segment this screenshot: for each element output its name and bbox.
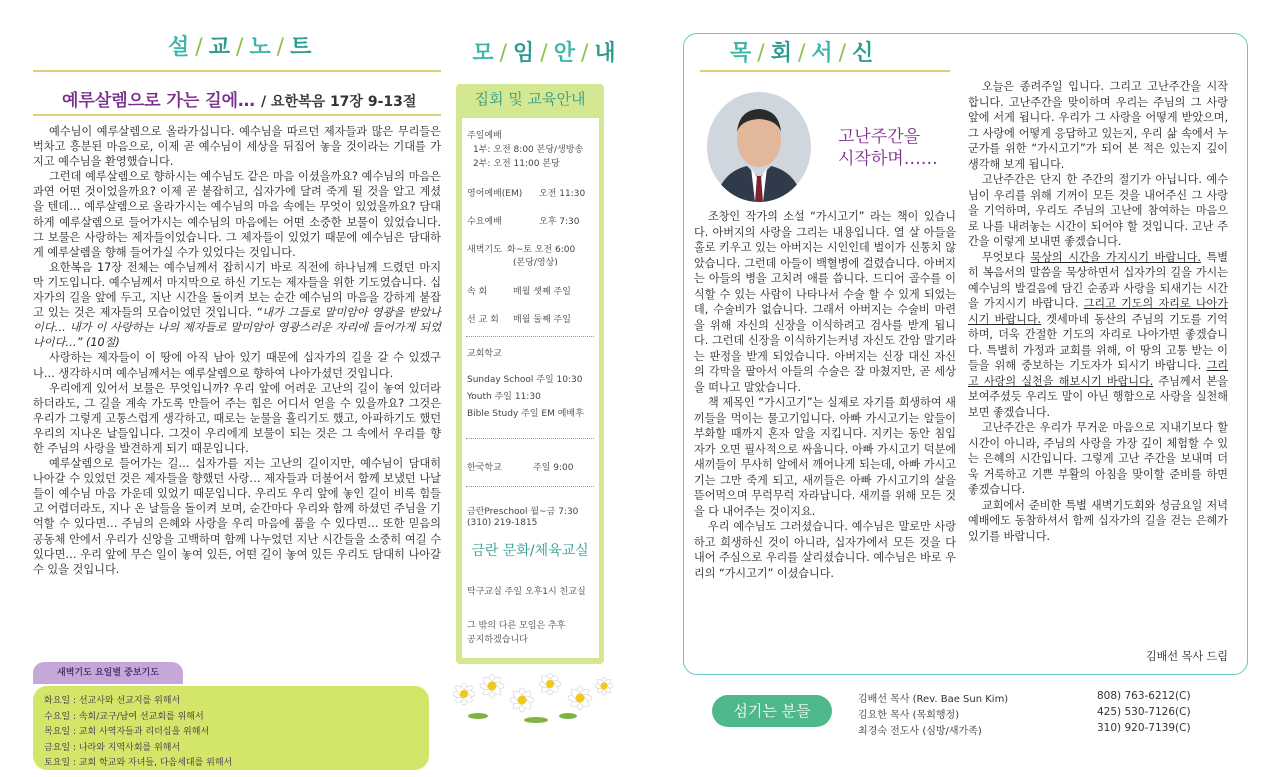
wednesday-worship: 수요예배 오후 7:30: [467, 217, 580, 227]
worship-first: 1부: 오전 8:00 본당/생방송: [473, 145, 584, 155]
sermon-title-underline: [33, 114, 441, 116]
bible-study: Bible Study 주일 EM 예배후: [467, 409, 584, 419]
staff-phone: 425) 530-7126(C): [1097, 706, 1191, 718]
sermon-reference: / 요한복음 17장 9-13절: [260, 94, 417, 110]
staff-phone: 310) 920-7139(C): [1097, 722, 1191, 734]
letter-paragraph: 오늘은 종려주일 입니다. 그리고 고난주간을 시작합니다. 고난주간을 맞이하며 우리는 주님의 그 사랑 앞에 서게 됩니다. 우리가 그 사랑을 어떻게 받았으며, 그 사랑에 어떻게 응답하고 있는지, 우리 삶 속에서 누군가를 위한 “가시고기”가 되어 본 적은 있는지 깊이 생각해 보게 됩니다.: [968, 80, 1228, 171]
dawn-prayer-note: (본당/영상): [513, 258, 558, 268]
sermon-title-text: 예루살렘으로 가는 길에…: [62, 91, 256, 111]
youth: Youth 주일 11:30: [467, 392, 541, 402]
staff-name: 김배선 목사 (Rev. Bae Sun Kim): [858, 694, 1009, 705]
section-heading-culture: 금란 문화/체육교실: [471, 543, 589, 559]
prayer-schedule-list: [44, 694, 424, 772]
worship-second: 2부: 오전 11:00 본당: [473, 159, 560, 169]
sermon-body: [33, 124, 441, 577]
letter-paragraph: 고난주간은 단지 한 주간의 절기가 아닙니다. 예수님이 우리를 위해 기꺼이 모든 것을 내어주신 그 사랑을 기억하며, 우리도 주님의 고난에 참여하는 마음으로 나를 내려놓는 시간이 되어야 할 것입니다. 고난 주간을 이렇게 보내면 좋겠습니다.: [968, 173, 1228, 248]
letter-signature: 김배선 목사 드림: [1145, 650, 1228, 663]
sermon-title: [62, 86, 442, 111]
table-tennis: 탁구교실 주일 오후1시 친교실: [467, 587, 586, 597]
staff-phone: 808) 763-6212(C): [1097, 690, 1191, 702]
preschool: 금란Preschool 월~금 7:30: [467, 507, 579, 517]
mission-society: 선 교 회 매월 둘째 주일: [467, 315, 571, 325]
sermon-paragraph: 우리에게 있어서 보물은 무엇입니까? 우리 앞에 어려운 고난의 길이 놓여 있더라 하더라도, 그 길을 계속 가도록 만들어 주는 힘은 어디서 얻을 수 있을까요? 그것은 우리가 그렇게 고통스럽게 생각하고, 때로는 눈물을 흘리기도 했고, 아파하기도 했던 우리의 지나온 날들입니다. 그것이 우리에게 보물이 되는 것은 그 속에서 우리를 향한 주님의 사랑을 발견하게 되기 때문입니다.: [33, 381, 441, 455]
divider: [466, 336, 594, 337]
letter-paragraph: 고난주간은 우리가 무거운 마음으로 지내기보다 할 시간이 아니라, 주님의 사랑을 가장 깊이 체험할 수 있는 은혜의 시간입니다. 그렇게 고난 주간을 보내며 더욱 거룩하고 기쁜 부활의 아침을 맞이할 준비를 하면 좋겠습니다.: [968, 421, 1228, 496]
sokhoe: 속 회 매월 셋째 주일: [467, 287, 571, 297]
other-meetings-2: 공지하겠습니다: [467, 635, 528, 645]
sermon-paragraph: 사랑하는 제자들이 이 땅에 아직 남아 있기 때문에 십자가의 길을 갈 수 있겠구나… 생각하시며 예수님께서는 예루살렘으로 향하여 나아가셨던 것입니다.: [33, 351, 441, 380]
pastor-letter-title: 목 / 회 / 서 / 신: [730, 41, 876, 66]
letter-paragraph: 책 제목인 “가시고기”는 실제로 자기를 희생하여 새끼들을 먹이는 물고기입니다. 아빠 가시고기는 알들이 부화할 때까지 혼자 알을 지킵니다. 지키는 동안 침입자가 오면 필사적으로 싸웁니다. 아빠 가시고기 덕분에 새끼들이 무사히 알에서 깨어나게 되는데, 아빠 가시고기는 그만 죽게 되고, 새끼들은 아빠 가시고기의 살을 뜯어먹으며 무럭무럭 자라납니다. 새끼를 위해 모든 것을 다 내어주는 것이지요.: [694, 396, 956, 518]
meetings-title: 모 / 임 / 안 / 내: [472, 41, 618, 66]
prayer-item: 수요일 : 속회/교구/남여 선교회를 위해서: [44, 711, 204, 722]
worship-label: 주일예배: [467, 131, 502, 141]
other-meetings-1: 그 밖의 다른 모임은 추후: [467, 621, 566, 631]
meetings-panel-inner: [462, 118, 599, 658]
prayer-schedule-tab: 새벽기도 요일별 중보기도: [33, 662, 183, 684]
title-underline: [33, 70, 441, 72]
staff-label: 섬기는 분들: [712, 695, 832, 727]
sermon-notes-title: 설 / 교 / 노 / 트: [168, 35, 314, 60]
sermon-quote: “내가 그들로 말미암아 영광을 받았나이다… 내가 이 사랑하는 나의 제자들로 말미암아 영광스러운 자리에 들어가게 되었나이다…” (10절): [33, 306, 441, 350]
pastor-title-underline: [700, 70, 950, 72]
sermon-paragraph: 그런데 예루살렘으로 향하시는 예수님도 같은 마음 이셨을까요? 예수님의 마음은 과연 어떤 것이었을까요? 이제 곧 붙잡히고, 십자가에 달려 죽게 될 것을 알고 계셨을 텐데… 예루살렘으로 올라가시는 예수님의 마음 속에는 무엇이 있었을까요? 담대하게 예루살렘으로 들어가시는 예수님의 마음에는 어떤 소중한 보물이 있었습니다. 그 보물은 사랑하는 제자들이었습니다. 그 제자들이 있었기 때문에 예수님은 담대하게 예루살렘을 향해 들어가실 수가 있었다는 것입니다.: [33, 170, 441, 259]
letter-column-1: [694, 209, 956, 581]
divider: [466, 486, 594, 487]
dawn-prayer: 새벽기도 화~토 오전 6:00: [467, 245, 576, 255]
sunday-school: Sunday School 주일 10:30: [467, 375, 583, 385]
letter-paragraph: 교회에서 준비한 특별 새벽기도회와 성금요일 저녁예배에도 동참하셔서 함께 십자가의 길을 걷는 은혜가 있기를 바랍니다.: [968, 498, 1228, 543]
section-heading-meetings: 집회 및 교육안내: [474, 90, 586, 108]
pastor-photo: [707, 92, 811, 202]
prayer-item: 화요일 : 선교사와 선교지를 위해서: [44, 696, 181, 706]
sermon-paragraph: 예루살렘으로 들어가는 길… 십자가를 지는 고난의 길이지만, 예수님이 담대히 나아갈 수 있었던 것은 제자들을 향했던 사랑… 제자들과 더불어서 함께 보냈던 나날들이 예수님 마음 가운데 있었기 때문입니다. 우리도 우리 앞에 놓인 길이 비록 힘들고 어렵더라도, 지나 온 날들을 돌이켜 보며, 순간마다 우리와 함께 하셨던 주님을 기억할 수 있다면… 주님의 은혜와 사랑을 우리 마음에 품을 수 있다면… 또한 믿음의 공동체 안에서 우리가 신앙을 고백하며 함께 나누었던 지난 시간들을 소중히 여길 수 있다면… 우리 앞에 무슨 일이 놓여 있든, 어떤 길이 놓여 있든 우리도 담대히 나아갈 수 있을 것입니다.: [33, 457, 441, 576]
preschool-phone: (310) 219-1815: [467, 518, 538, 528]
prayer-item: 토요일 : 교회 학교와 자녀들, 다음세대를 위해서: [44, 758, 233, 768]
letter-paragraph: 조창인 작가의 소설 “가시고기” 라는 책이 있습니다. 아버지의 사랑을 그리는 내용입니다. 열 살 아들을 홀로 키우고 있는 아버지는 시인인데 벌이가 신통치 않았습니다. 그런데 아들이 백혈병에 걸렸습니다. 아버지는 아들의 병을 고치려 애를 씁니다. 드디어 골수를 이식할 수 있는 사람이 나타나서 수술 할 수 있게 되었는데, 수술비가 없습니다. 그래서 아버지는 수술비 마련을 위해 자신의 신장을 이식하려고 검사를 받게 됩니다. 그런데 신장을 이식하기는커녕 자신도 간암 말기라는 판정을 받게 되었습니다. 아버지는 신장 대신 자신의 각막을 팔아서 아들의 수술은 잘 마쳤지만, 곧 세상을 떠나고 말았습니다.: [694, 210, 956, 394]
korean-school: 한국학교 주일 9:00: [467, 463, 574, 473]
sermon-paragraph: 요한복음 17장 전체는 예수님께서 잡히시기 바로 직전에 하나님께 드렸던 마지막 기도입니다. 예수님께서 마지막으로 하신 기도는 제자들을 위한 기도였습니다. 십자가의 길을 앞에 두고, 지난 시간을 돌이켜 보는 순간 예수님의 마음을 강하게 붙잡고 있는 것은 제자들의 모습이었던 것입니다. “내가 그들로 말미암아 영광을 받았나이다… 내가 이 사랑하는 나의 제자들로 말미암아 영광스러운 자리에 들어가게 되었나이다…” (10절): [33, 260, 441, 350]
letter-paragraph: 무엇보다 묵상의 시간을 가지시기 바랍니다. 특별히 복음서의 말씀을 묵상하면서 십자가의 길을 가시는 예수님의 발걸음에 담긴 순종과 사랑을 되새기는 시간을 가지시기 바랍니다. 그리고 기도의 자리로 나아가시기 바랍니다. 겟세마네 동산의 주님의 기도를 기억하며, 더욱 간절한 기도의 자리로 나아가면 좋겠습니다. 특별히 가정과 교회를 위해, 이 땅의 고통 받는 이들을 위해 중보하는 기도자가 되시기 바랍니다. 그리고 사랑의 실천을 해보시기 바랍니다. 주님께서 본을 보여주셨듯 우리도 말이 아닌 행함으로 사랑을 실천해 보면 좋겠습니다.: [968, 250, 1228, 419]
staff-name: 최경숙 전도사 (심방/새가족): [858, 726, 982, 737]
staff-name: 김요한 목사 (목회행정): [858, 710, 960, 721]
divider: [466, 438, 594, 439]
prayer-item: 금요일 : 나라와 지역사회를 위해서: [44, 742, 181, 753]
letter-heading: 고난주간을 시작하며……: [838, 127, 938, 169]
daisy-flowers-icon: [444, 664, 614, 734]
english-worship: 영어예배(EM) 오전 11:30: [467, 189, 586, 199]
sermon-paragraph: 예수님이 예루살렘으로 올라가십니다. 예수님을 따르던 제자들과 많은 무리들은 벅차고 흥분된 마음으로, 이제 곧 예수님이 세상을 뒤집어 놓을 것이라는 기대를 가지고 예수님을 환영했습니다.: [33, 125, 441, 169]
letter-column-2: [968, 79, 1228, 544]
church-school-label: 교회학교: [467, 349, 502, 359]
prayer-item: 목요일 : 교회 사역자들과 리더십을 위해서: [44, 727, 210, 737]
letter-paragraph: 우리 예수님도 그러셨습니다. 예수님은 말로만 사랑하고 희생하신 것이 아니라, 십자가에서 모든 것을 다 내어 주심으로 우리를 살리셨습니다. 예수님은 바로 우리의 “가시고기” 이셨습니다.: [694, 520, 956, 580]
